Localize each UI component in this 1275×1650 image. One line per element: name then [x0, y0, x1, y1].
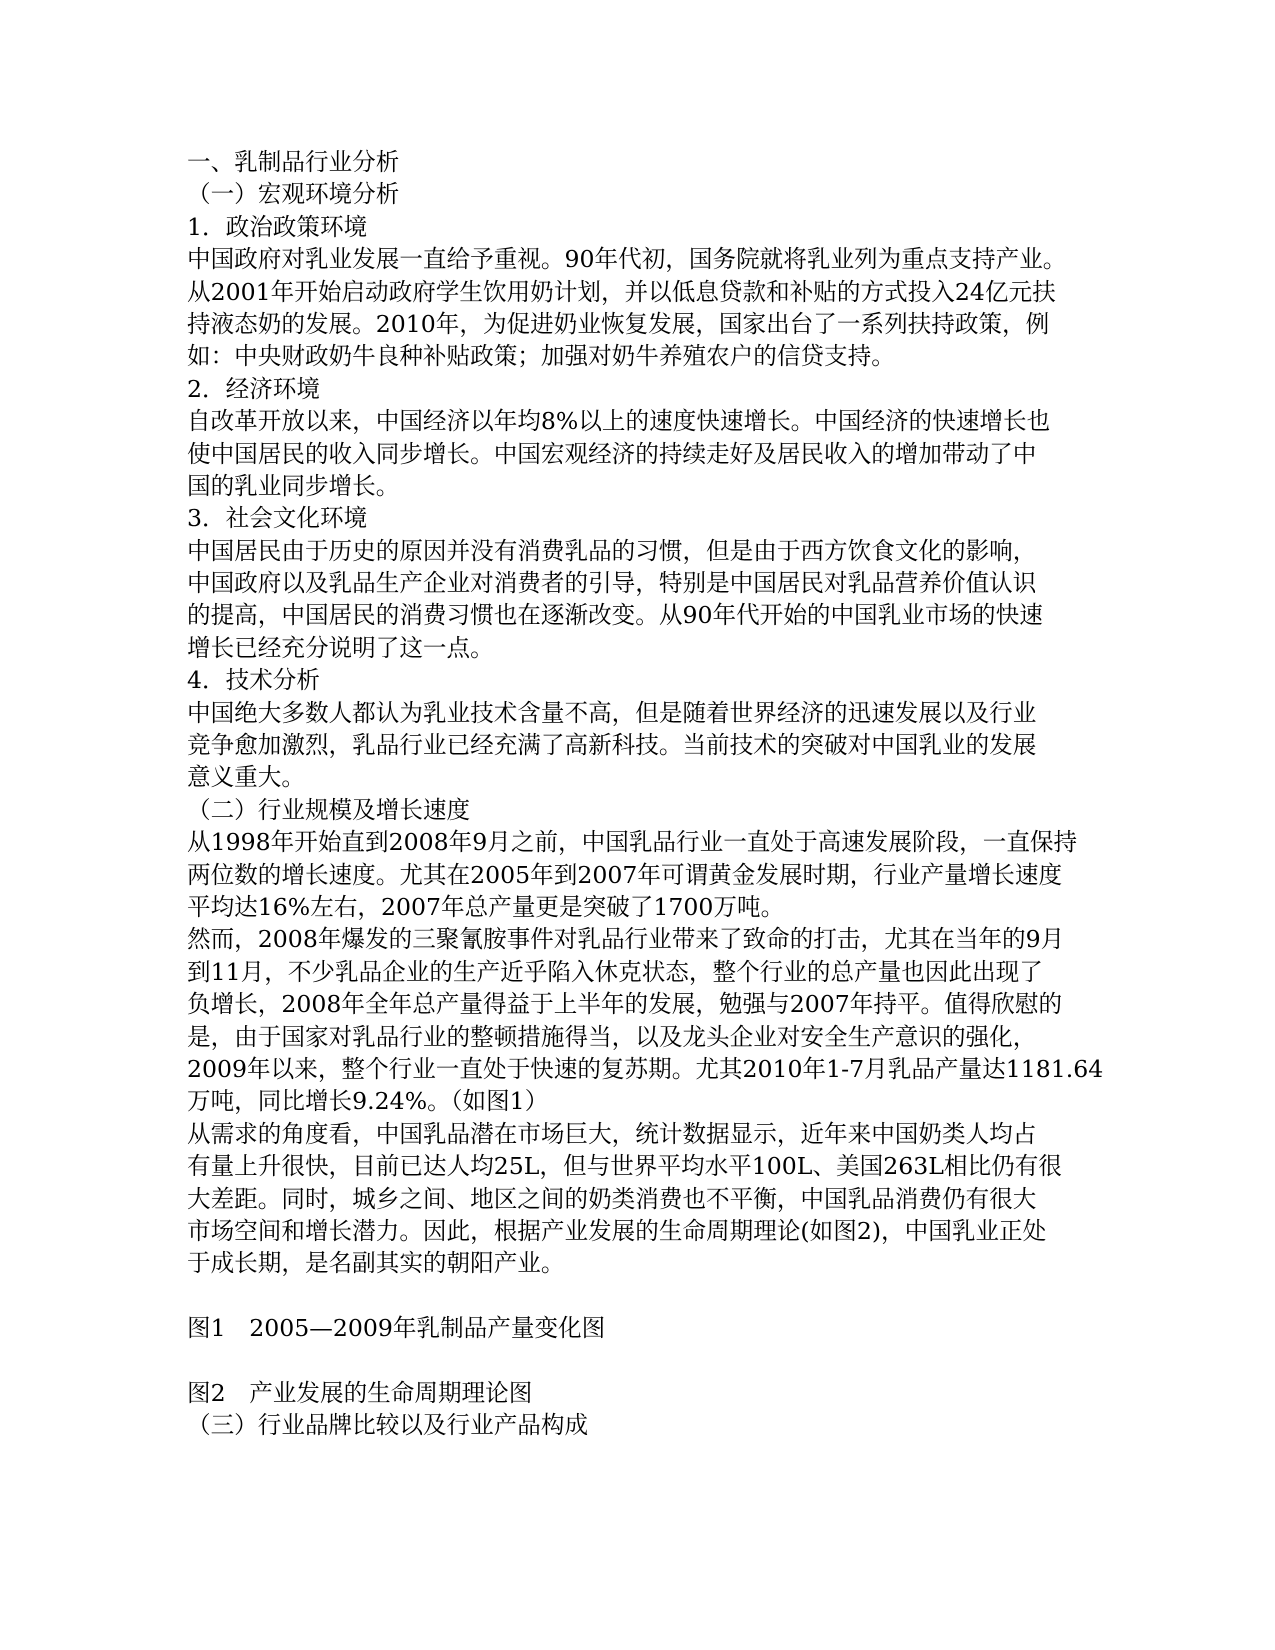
paragraph-line: 自改革开放以来，中国经济以年均8%以上的速度快速增长。中国经济的快速增长也	[187, 407, 1051, 436]
paragraph-line: 竞争愈加激烈，乳品行业已经充满了高新科技。当前技术的突破对中国乳业的发展	[187, 731, 1037, 760]
paragraph-line: 万吨，同比增长9.24%。（如图1）	[187, 1087, 549, 1116]
paragraph-line: 持液态奶的发展。2010年，为促进奶业恢复发展，国家出台了一系列扶持政策，例	[187, 309, 1050, 338]
figure1-caption: 图1 2005—2009年乳制品产量变化图	[187, 1314, 606, 1343]
heading-section-1: 一、乳制品行业分析	[187, 148, 400, 176]
paragraph-line: 的提高，中国居民的消费习惯也在逐渐改变。从90年代开始的中国乳业市场的快速	[187, 601, 1043, 630]
paragraph-line: 到11月，不少乳品企业的生产近乎陷入休克状态，整个行业的总产量也因此出现了	[187, 957, 1043, 986]
document-page	[187, 146, 1104, 1442]
paragraph-line: 增长已经充分说明了这一点。	[187, 633, 494, 662]
paragraph-line: 2009年以来，整个行业一直处于快速的复苏期。尤其2010年1-7月乳品产量达1181.64	[187, 1054, 1104, 1083]
heading-technology: 4．技术分析	[187, 666, 320, 695]
paragraph-line: 大差距。同时，城乡之间、地区之间的奶类消费也不平衡，中国乳品消费仍有很大	[187, 1184, 1037, 1213]
heading-political-policy: 1．政治政策环境	[187, 212, 368, 241]
paragraph-line: 中国政府对乳业发展一直给予重视。90年代初，国务院就将乳业列为重点支持产业。	[187, 245, 1067, 274]
paragraph-line: 意义重大。	[187, 763, 305, 792]
heading-industry-scale: （二）行业规模及增长速度	[187, 795, 471, 824]
paragraph-line: 是，由于国家对乳品行业的整顿措施得当，以及龙头企业对安全生产意识的强化，	[187, 1022, 1037, 1051]
paragraph-line: 中国绝大多数人都认为乳业技术含量不高，但是随着世界经济的迅速发展以及行业	[187, 698, 1037, 727]
paragraph-line: 国的乳业同步增长。	[187, 471, 400, 500]
heading-macro-environment: （一）宏观环境分析	[187, 180, 400, 209]
paragraph-line: 然而，2008年爆发的三聚氰胺事件对乳品行业带来了致命的打击，尤其在当年的9月	[187, 925, 1065, 954]
paragraph-line: 从需求的角度看，中国乳品潜在市场巨大，统计数据显示，近年来中国奶类人均占	[187, 1119, 1037, 1148]
spacer	[187, 1344, 1087, 1376]
paragraph-line: 两位数的增长速度。尤其在2005年到2007年可谓黄金发展时期，行业产量增长速度	[187, 860, 1063, 889]
paragraph-line: 从2001年开始启动政府学生饮用奶计划，并以低息贷款和补贴的方式投入24亿元扶	[187, 277, 1056, 306]
paragraph-line: 中国政府以及乳品生产企业对消费者的引导，特别是中国居民对乳品营养价值认识	[187, 569, 1037, 598]
figure2-caption: 图2 产业发展的生命周期理论图	[187, 1378, 533, 1407]
heading-social-culture: 3．社会文化环境	[187, 504, 368, 533]
paragraph-line: 如：中央财政奶牛良种补贴政策；加强对奶牛养殖农户的信贷支持。	[187, 342, 895, 371]
paragraph-line: 于成长期，是名副其实的朝阳产业。	[187, 1249, 565, 1278]
paragraph-line: 有量上升很快，目前已达人均25L，但与世界平均水平100L、美国263L相比仍有很	[187, 1152, 1062, 1181]
paragraph-line: 平均达16%左右，2007年总产量更是突破了1700万吨。	[187, 892, 785, 921]
paragraph-line: 中国居民由于历史的原因并没有消费乳品的习惯，但是由于西方饮食文化的影响，	[187, 536, 1037, 565]
paragraph-line: 使中国居民的收入同步增长。中国宏观经济的持续走好及居民收入的增加带动了中	[187, 439, 1037, 468]
paragraph-line: 从1998年开始直到2008年9月之前，中国乳品行业一直处于高速发展阶段，一直保持	[187, 828, 1078, 857]
heading-economic-environment: 2．经济环境	[187, 374, 320, 403]
paragraph-line: 负增长，2008年全年总产量得益于上半年的发展，勉强与2007年持平。值得欣慰的	[187, 990, 1063, 1019]
spacer	[187, 1280, 1087, 1312]
heading-brand-comparison: （三）行业品牌比较以及行业产品构成	[187, 1411, 589, 1440]
paragraph-line: 市场空间和增长潜力。因此，根据产业发展的生命周期理论(如图2)，中国乳业正处	[187, 1216, 1047, 1245]
